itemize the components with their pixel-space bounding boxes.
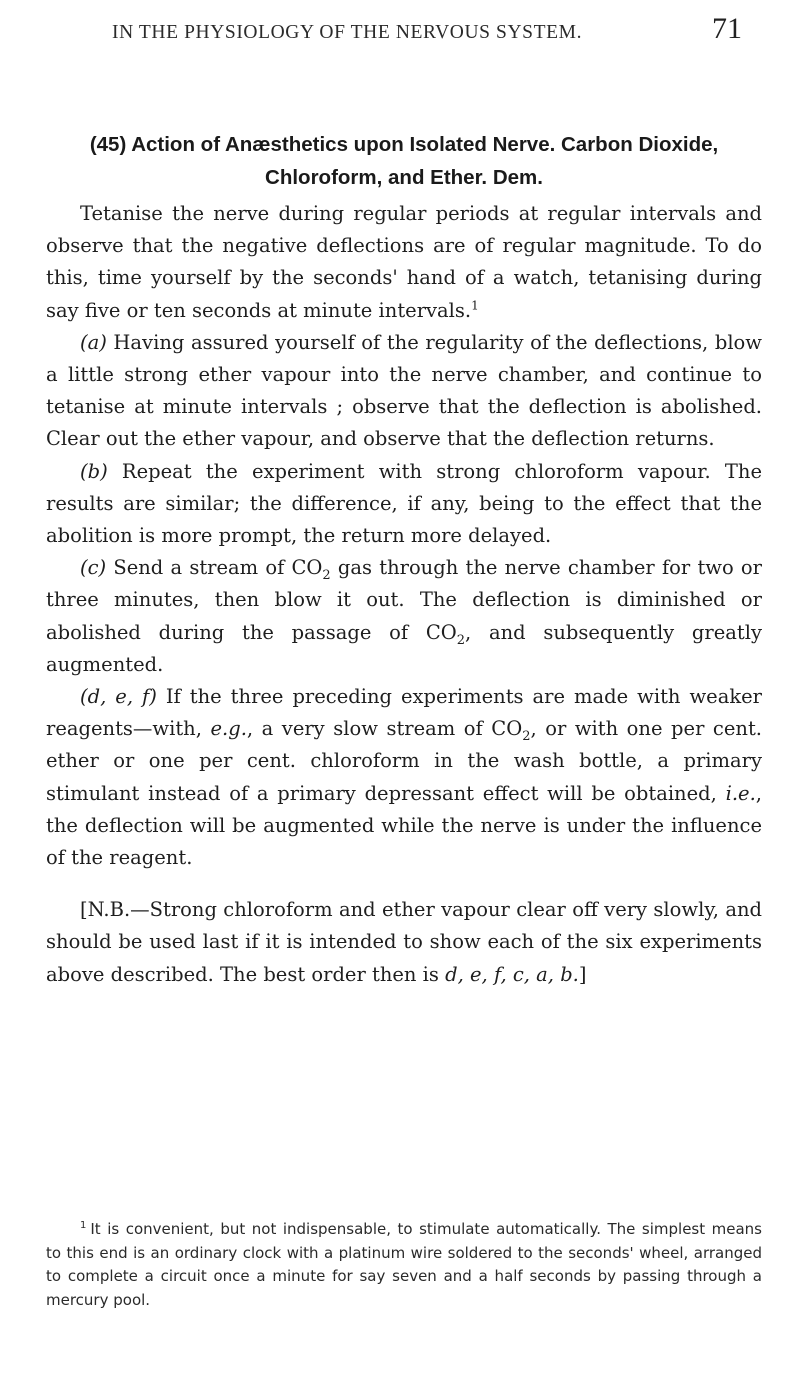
paragraph-def-label: (d, e, f) — [80, 685, 157, 709]
section-heading-line-1: (45) Action of Anæsthetics upon Isolated Nerve. Carbon Dioxide, — [89, 133, 719, 156]
paragraph-def-text-2: , a very slow stream of CO — [246, 717, 523, 741]
paragraph-intro-text: Tetanise the nerve during regular periods at regular intervals and observe that the negative deflections are of regular magnitude. To do this, time yourself by the seconds' hand of a watch, tetanising during say five or ten seconds at minute intervals. — [46, 202, 762, 322]
section-heading-line-2: Chloroform, and Ether. Dem. — [265, 166, 543, 189]
footnote-text: It is convenient, but not indispensable, to stimulate automatically. The simplest means to this end is an ordinary clock with a platinum wire soldered to the seconds' wheel, arranged to complete a circuit once a minute for say seven and a half seconds by passing through a mercury pool. — [46, 1220, 762, 1309]
footnote-paragraph — [46, 1218, 762, 1312]
paragraph-c — [46, 552, 762, 681]
paragraph-a-text: Having assured yourself of the regularity of the deflections, blow a little strong ether vapour into the nerve chamber, and continue to tetanise at minute intervals ; observe that the deflection is abolished. Clear out the ether vapour, and observe that the deflection returns. — [46, 330, 762, 451]
footnote — [46, 1218, 762, 1312]
paragraph-def-text-3: , or with one per cent. ether or one per cent. chloroform in the wash bottle, a primary stimulant instead of a primary depressant effect will be obtained, — [46, 717, 762, 805]
paragraph-b — [46, 456, 762, 553]
co2-subscript: 2 — [522, 729, 531, 745]
co2-subscript: 2 — [456, 632, 466, 648]
abbrev-ie: i.e. — [725, 781, 756, 805]
nota-bene-text-1: [N.B.—Strong chloroform and ether vapour clear off very slowly, and should be used last if it is intended to show each of the six experiments above described. The best order then is — [46, 898, 762, 986]
running-head: IN THE PHYSIOLOGY OF THE NERVOUS SYSTEM. — [112, 22, 583, 43]
footnote-marker: 1 — [80, 1220, 87, 1231]
paragraph-c-text-1: Send a stream of CO — [106, 556, 323, 580]
paragraph-intro — [46, 198, 762, 327]
abbrev-eg: e.g. — [210, 717, 247, 741]
paragraph-b-label: (b) — [80, 459, 108, 483]
paragraph-def-text-1: If the three preceding experiments are made with weaker reagents—with, — [46, 685, 763, 741]
footnote-reference: 1 — [471, 298, 479, 313]
nota-bene-text-2: ] — [578, 962, 587, 986]
co2-subscript: 2 — [322, 568, 331, 584]
paragraph-def — [46, 681, 762, 874]
paragraph-b-text: Repeat the experiment with strong chloroform vapour. The results are similar; the difference, if any, being to the effect that the abolition is more prompt, the return more delayed. — [46, 459, 762, 548]
section-heading — [46, 128, 762, 194]
paragraph-c-text-2: gas through the nerve chamber for two or three minutes, then blow it out. The deflection is diminished or abolished during the passage of CO — [46, 556, 762, 644]
paragraph-a-label: (a) — [80, 330, 107, 354]
paragraph-def-text-4: , the deflection will be augmented while the nerve is under the influence of the reagent. — [46, 781, 762, 870]
paragraph-c-text-3: , and subsequently greatly augmented. — [46, 620, 762, 676]
body-text — [46, 198, 762, 991]
page-number: 71 — [712, 12, 742, 45]
paragraph-a — [46, 327, 762, 456]
paragraph-nota-bene — [46, 894, 762, 991]
paragraph-c-label: (c) — [80, 556, 107, 580]
nota-bene-order: d, e, f, c, a, b. — [445, 962, 579, 986]
